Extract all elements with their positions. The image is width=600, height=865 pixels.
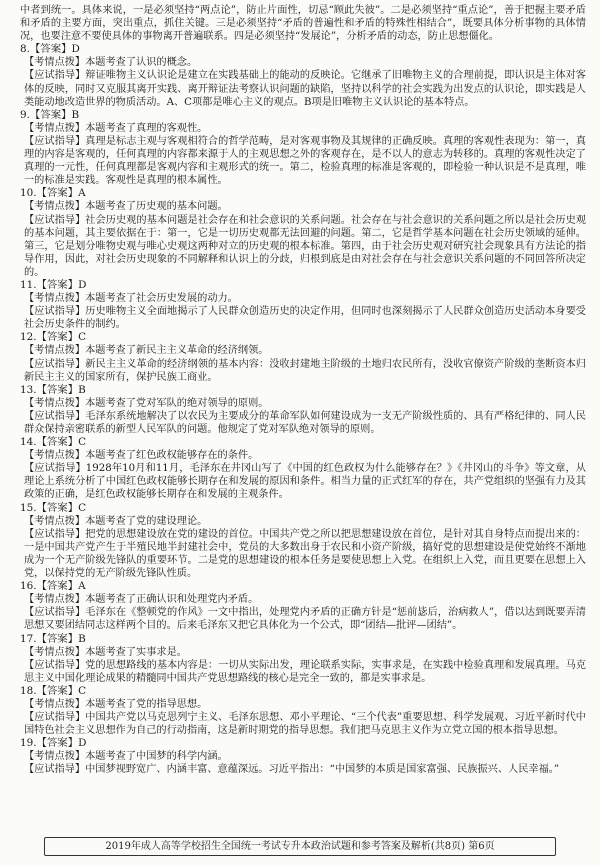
answer-number: 9.【答案】B: [20, 108, 80, 121]
explanation-paragraph: 【应试指导】中国共产党以马克思列宁主义、毛泽东思想、邓小平理论、“三个代表”重要思想、科学发展观、习近平新时代中国特色社会主义思想作为自己的行动指南，这是新时期党的指导思想。我们把马克思主义作为立党立国的根本指导思想。: [24, 712, 586, 737]
explanation-paragraph: 【考情点拨】本题考查了正确认识和处理党内矛盾。: [24, 594, 259, 606]
answer-number: 10.【答案】A: [20, 187, 86, 200]
explanation-paragraph: 【应试指导】毛泽东在《整顿党的作风》一文中指出，处理党内矛盾的正确方针是“惩前毖后，治病救人”，借以达到既要弄清思想又要团结同志这样两个目的。后来毛泽东又把它具体化为一个公式，即“团结—批评—团结”。: [24, 607, 586, 632]
explanation-paragraph: 【考情点拨】本题考查了党的指导思想。: [24, 698, 208, 710]
explanation-paragraph: 中者到统一。具体来说，一是必须坚持“两点论”，防止片面性，切忌“顾此失彼”。二是必须坚持“重点论”，善于把握主要矛盾和矛盾的主要方面，突出重点，抓住关键。三是必须坚持“矛盾的普遍性和矛盾的特殊性相结合”，既要具体分析事物的具体情况，也要注意不要使具体的事物离开普遍联系。四是必须坚持“发展论”，分析矛盾的动态，防止思想僵化。: [20, 5, 586, 43]
explanation-paragraph: 【考情点拨】本题考查了历史观的基本问题。: [24, 201, 228, 213]
answer-number: 15.【答案】C: [20, 501, 87, 514]
explanation-paragraph: 【应试指导】中国梦视野宽广、内涵丰富、意蕴深远。习近平指出：“中国梦的本质是国家富强、民族振兴、人民幸福。”: [24, 764, 560, 776]
explanation-paragraph: 【应试指导】毛泽东系统地解决了以农民为主要成分的革命军队如何建设成为一支无产阶级性质的、具有严格纪律的、同人民群众保持亲密联系的新型人民军队的问题。他规定了党对军队绝对领导的原则。: [24, 410, 586, 435]
explanation-paragraph: 【考情点拨】本题考查了实事求是。: [24, 646, 187, 658]
page-footer: 2019年成人高等学校招生全国统一考试专升本政治试题和参考答案及解析(共8页) 第6页: [44, 837, 556, 856]
explanation-paragraph: 【考情点拨】本题考查了党对军队的绝对领导的原则。: [24, 397, 269, 409]
answer-number: 16.【答案】A: [20, 580, 86, 593]
answer-content: [20, 4, 586, 777]
answer-number: 14.【答案】C: [20, 436, 87, 449]
explanation-paragraph: 【应试指导】社会历史观的基本问题是社会存在和社会意识的关系问题。社会存在与社会意识的关系问题之所以是社会历史观的基本问题，其主要依据在于：第一，它是一切历史观都无法回避的问题。第二，它是哲学基本问题在社会历史领域的延伸。第三，它是划分唯物史观与唯心史观这两种对立的历史观的根本标准。第四，由于社会历史观对研究社会现象具有方法论的指导作用，因此，对社会历史现象的不同解释和认识上的分歧，归根到底是由对社会存在与社会意识关系问题的不同回答所决定的。: [24, 214, 586, 278]
explanation-paragraph: 【应试指导】历史唯物主义全面地揭示了人民群众创造历史的决定作用，但同时也深刻揭示了人民群众创造历史活动本身要受社会历史条件的制约。: [24, 306, 586, 331]
explanation-paragraph: 【考情点拨】本题考查了社会历史发展的动力。: [24, 293, 238, 305]
answer-number: 13.【答案】B: [20, 383, 86, 396]
explanation-paragraph: 【考情点拨】本题考查了新民主主义革命的经济纲领。: [24, 345, 269, 357]
answer-number: 18.【答案】C: [20, 684, 87, 697]
explanation-paragraph: 【考情点拨】本题考查了红色政权能够存在的条件。: [24, 450, 259, 462]
answer-number: 8.【答案】D: [20, 43, 80, 56]
explanation-paragraph: 【考情点拨】本题考查了认识的概念。: [24, 57, 198, 69]
explanation-paragraph: 【考情点拨】本题考查了党的建设理论。: [24, 515, 208, 527]
answer-number: 12.【答案】C: [20, 331, 87, 344]
explanation-paragraph: 【应试指导】辩证唯物主义认识论是建立在实践基础上的能动的反映论。它继承了旧唯物主义的合理前提，即认识是主体对客体的反映，同时又克服其离开实践、离开辩证法考察认识问题的缺陷，坚持以科学的社会实践为出发点的认识论，即实践是人类能动地改造世界的物质活动。A、C项都是唯心主义的观点。B项是旧唯物主义认识论的基本特点。: [24, 70, 586, 108]
answer-number: 19.【答案】D: [20, 737, 87, 750]
explanation-paragraph: 【应试指导】党的思想路线的基本内容是：一切从实际出发，理论联系实际，实事求是，在实践中检验真理和发展真理。马克思主义中国化理论成果的精髓同中国共产党思想路线的核心是完全一致的，都是实事求是。: [24, 659, 586, 684]
explanation-paragraph: 【应试指导】1928年10月和11月，毛泽东在井冈山写了《中国的红色政权为什么能够存在？》《井冈山的斗争》等文章，从理论上系统分析了中国红色政权能够长期存在和发展的原因和条件。相当力量的正式红军的存在，共产党组织的坚强有力及其政策的正确，是红色政权能够长期存在和发展的主观条件。: [24, 463, 586, 501]
answer-number: 11.【答案】D: [20, 278, 87, 291]
explanation-paragraph: 【应试指导】真理是标志主观与客观相符合的哲学范畴，是对客观事物及其规律的正确反映。真理的客观性表现为：第一，真理的内容是客观的，任何真理的内容都来源于人的主观思想之外的客观存在，是不以人的意志为转移的。真理的客观性决定了真理的一元性，任何真理都是客观内容和主观形式的统一。第二，检验真理的标准是客观的，即检验一种认识是不是真理，唯一的标准是实践。客观性是真理的根本属性。: [24, 135, 586, 187]
explanation-paragraph: 【应试指导】新民主主义革命的经济纲领的基本内容：没收封建地主阶级的土地归农民所有，没收官僚资产阶级的垄断资本归新民主主义的国家所有，保护民族工商业。: [24, 358, 586, 383]
explanation-paragraph: 【应试指导】把党的思想建设放在党的建设的首位。中国共产党之所以把思想建设放在首位，是针对其自身特点而提出来的：一是中国共产党产生于半殖民地半封建社会中，党员的大多数出身于农民和小资产阶级，搞好党的思想建设是使党始终不渐地成为一个无产阶级先锋队的重要环节。二是党的思想建设的根本任务是要使思想上入党。在组织上入党，而且更要在思想上入党，以保持党的无产阶级先锋队性质。: [24, 528, 586, 580]
answer-number: 17.【答案】B: [20, 632, 86, 645]
explanation-paragraph: 【考情点拨】本题考查了真理的客观性。: [24, 122, 208, 134]
explanation-paragraph: 【考情点拨】本题考查了中国梦的科学内涵。: [24, 751, 228, 763]
